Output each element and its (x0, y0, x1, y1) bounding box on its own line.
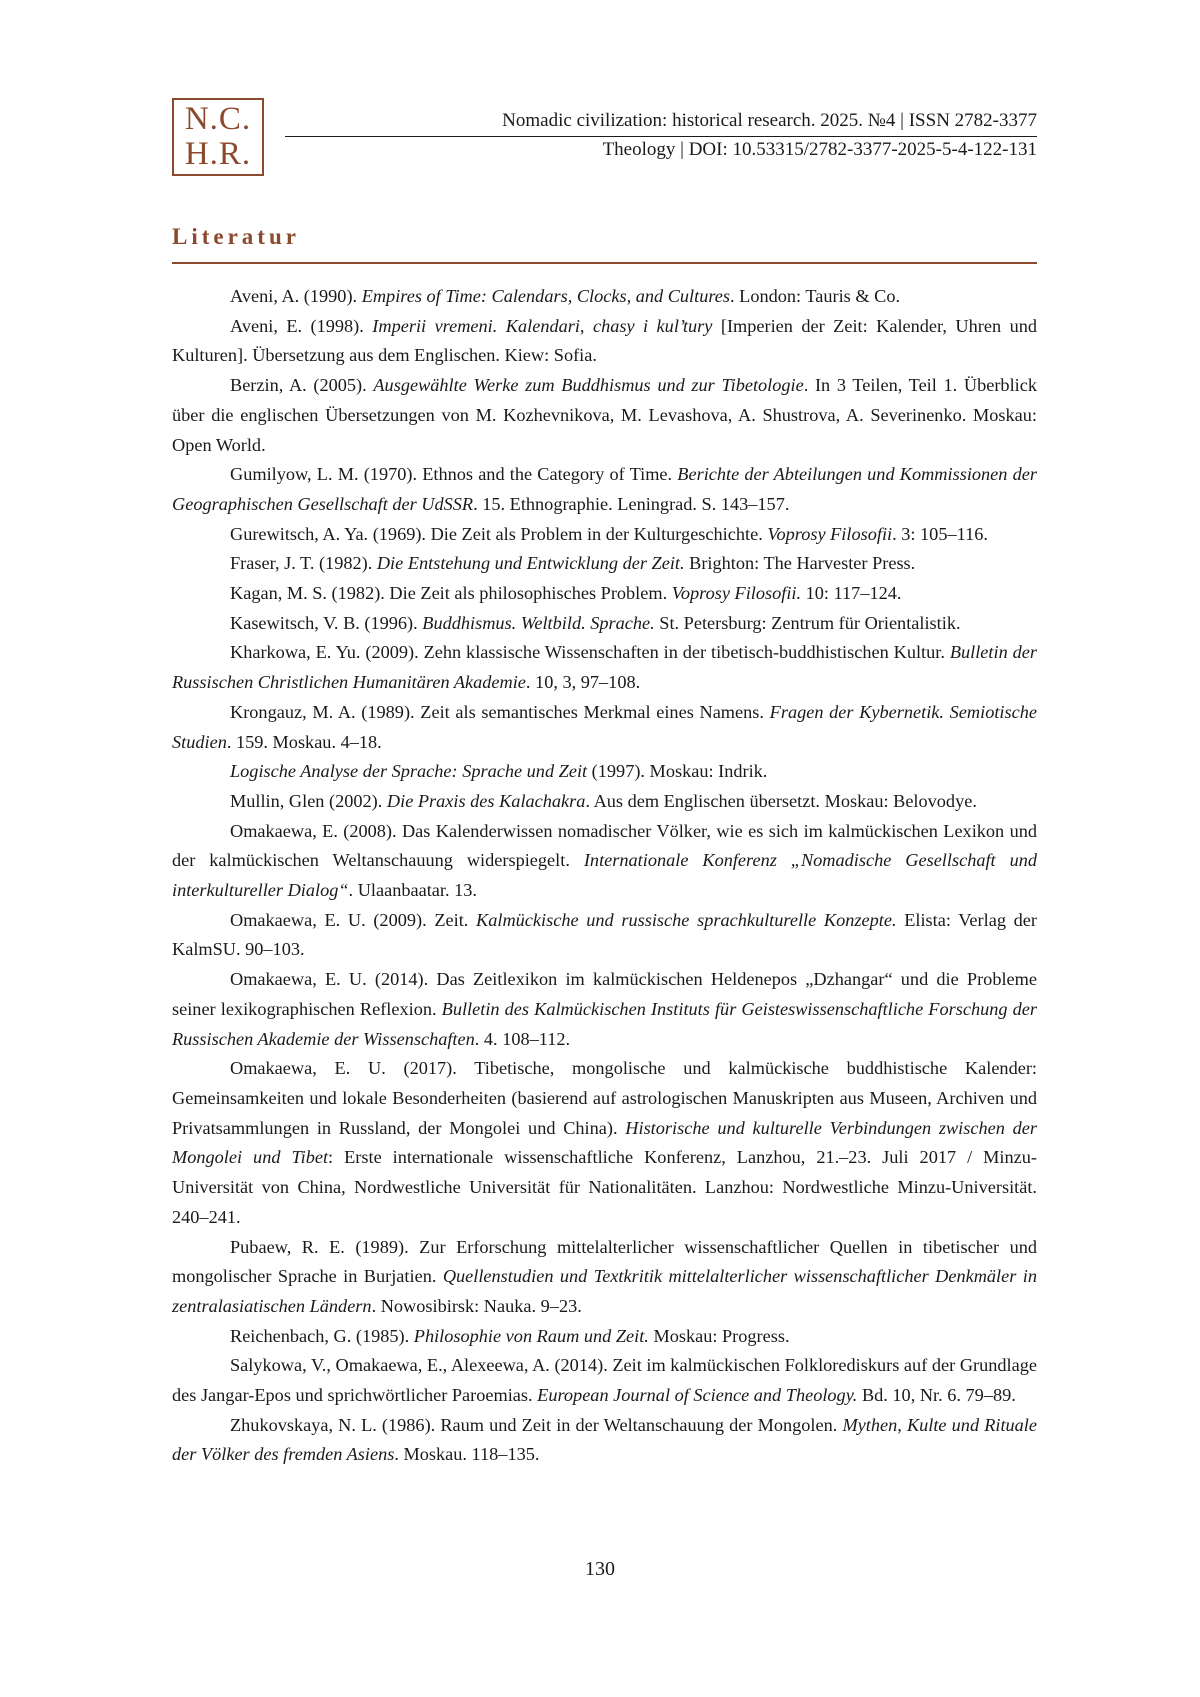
reference-title: Mythen, Kulte und Rituale der Völker des fremden Asiens (172, 1414, 1037, 1465)
reference-text: . London: Tauris & Co. (730, 286, 901, 306)
reference-text: Aveni, E. (1998). (230, 315, 373, 336)
reference-text: Moskau: Progress. (648, 1325, 790, 1346)
reference-entry (172, 1233, 1037, 1322)
reference-text: Aveni, A. (1990). (230, 286, 362, 306)
reference-entry (172, 638, 1037, 697)
reference-entry (172, 906, 1037, 965)
reference-entry (172, 312, 1037, 371)
reference-entry (172, 1322, 1037, 1352)
reference-text: Brighton: The Harvester Press. (684, 553, 916, 574)
reference-list (172, 282, 1037, 1470)
reference-text: Bd. 10, Nr. 6. 79–89. (857, 1385, 1016, 1406)
reference-text: . Ulaanbaatar. 13. (348, 880, 477, 901)
header-divider (285, 136, 1037, 137)
reference-text: Pubaew, R. E. (1989). Zur Erforschung mittelalterlicher wissenschaftlicher Quellen in tibetischer und mongolischer Sprache in Burjatien. (172, 1236, 1037, 1287)
reference-entry (172, 1351, 1037, 1410)
reference-text: Gurewitsch, A. Ya. (1969). Die Zeit als Problem in der Kulturgeschichte. (230, 523, 768, 544)
reference-title: Berichte der Abteilungen und Kommissionen der Geographischen Gesellschaft der UdSSR (172, 464, 1037, 514)
reference-text: Fraser, J. T. (1982). (230, 553, 377, 574)
reference-entry (172, 1054, 1037, 1232)
reference-entry (172, 460, 1037, 519)
reference-text: . 3: 105–116. (892, 523, 988, 544)
reference-text: Krongauz, M. A. (1989). Zeit als semantisches Merkmal eines Namens. (230, 701, 770, 722)
reference-text: St. Petersburg: Zentrum für Orientalistik. (654, 612, 961, 633)
reference-text: . In 3 Teilen, Teil 1. Überblick über die englischen Übersetzungen von M. Kozhevnikova, M. Levashova, A. Shustrova, A. Severinenko. Moskau: Open World. (172, 375, 1037, 455)
reference-text: Omakaewa, E. U. (2017). Tibetische, mongolische und kalmückische buddhistische Kalender: Gemeinsamkeiten und lokale Besonderheiten (basierend auf astrologischen Manuskripten aus Museen, Archiven und Privatsammlungen in Russland, der Mongolei und China). (172, 1058, 1037, 1138)
reference-title: Quellenstudien und Textkritik mittelalterlicher wissenschaftlicher Denkmäler in zentralasiatischen Ländern (172, 1266, 1037, 1316)
reference-title: Bulletin der Russischen Christlichen Humanitären Akademie (172, 642, 1037, 693)
reference-text: Kasewitsch, V. B. (1996). (230, 612, 423, 633)
reference-entry (172, 520, 1037, 550)
reference-entry (172, 282, 1037, 312)
reference-entry (172, 698, 1037, 757)
reference-title: European Journal of Science and Theology. (537, 1385, 858, 1406)
reference-text: Kharkowa, E. Yu. (2009). Zehn klassische Wissenschaften in der tibetisch-buddhistischen Kultur. (230, 642, 950, 663)
reference-title: Die Entstehung und Entwicklung der Zeit. (376, 553, 685, 574)
reference-title: Philosophie von Raum und Zeit. (413, 1325, 649, 1346)
reference-text: Elista: Verlag der KalmSU. 90–103. (172, 909, 1037, 960)
reference-entry (172, 579, 1037, 609)
reference-text: Omakaewa, E. (2008). Das Kalenderwissen nomadischer Völker, wie es sich im kalmückischen Lexikon und der kalmückischen Weltanschauung widerspiegelt. (172, 820, 1037, 871)
reference-text: Berzin, A. (2005). (230, 375, 374, 396)
logo-line-2: H.R. (184, 136, 252, 172)
reference-text: Salykowa, V., Omakaewa, E., Alexeewa, A. (2014). Zeit im kalmückischen Folklorediskurs auf der Grundlage des Jangar-Epos und sprichwörtlicher Paroemias. (172, 1355, 1037, 1406)
reference-text: . 4. 108–112. (474, 1028, 571, 1049)
reference-title: Ausgewählte Werke zum Buddhismus und zur Tibetologie (373, 375, 804, 396)
reference-text: Zhukovskaya, N. L. (1986). Raum und Zeit in der Weltanschauung der Mongolen. (230, 1414, 843, 1435)
reference-title: Empires of Time: Calendars, Clocks, and Cultures (361, 286, 731, 306)
reference-entry (172, 817, 1037, 906)
reference-text: . 15. Ethnographie. Leningrad. S. 143–157. (473, 493, 790, 514)
reference-title: Voprosy Filosofii (767, 523, 893, 544)
reference-text: Omakaewa, E. U. (2014). Das Zeitlexikon im kalmückischen Heldenepos „Dzhangar“ und die Probleme seiner lexikographischen Reflexion. (172, 969, 1037, 1019)
reference-text: (1997). Moskau: Indrik. (587, 761, 768, 782)
page-number: 130 (585, 1558, 615, 1580)
section-divider (172, 262, 1037, 264)
reference-entry (172, 757, 1037, 787)
reference-text: : Erste internationale wissenschaftliche Konferenz, Lanzhou, 21.–23. Juli 2017 / Minzu-Universität von China, Nordwestliche Universität für Nationalitäten. Lanzhou: Nordwestliche Minzu-Universität. 240–241. (172, 1147, 1037, 1227)
reference-entry (172, 965, 1037, 1054)
reference-text: . Nowosibirsk: Nauka. 9–23. (371, 1295, 582, 1316)
reference-title: Buddhismus. Weltbild. Sprache. (422, 612, 655, 633)
journal-citation: Nomadic civilization: historical research. 2025. №4 | ISSN 2782-3377 (502, 110, 1037, 131)
reference-text: . Aus dem Englischen übersetzt. Moskau: Belovodye. (585, 790, 977, 811)
reference-entry (172, 549, 1037, 579)
reference-text: Omakaewa, E. U. (2009). Zeit. (230, 909, 477, 930)
reference-entry (172, 787, 1037, 817)
reference-text: [Imperien der Zeit: Kalender, Uhren und Kulturen]. Übersetzung aus dem Englischen. Kiew: Sofia. (172, 315, 1037, 366)
reference-title: Bulletin des Kalmückischen Instituts für Geisteswissenschaftliche Forschung der Russischen Akademie der Wissenschaften (172, 998, 1037, 1049)
reference-title: Internationale Konferenz „Nomadische Gesellschaft und interkultureller Dialog“ (172, 850, 1037, 901)
reference-entry (172, 609, 1037, 639)
reference-entry (172, 1411, 1037, 1470)
reference-title: Die Praxis des Kalachakra (386, 790, 586, 811)
reference-text: Reichenbach, G. (1985). (230, 1325, 414, 1346)
reference-title: Kalmückische und russische sprachkulturelle Konzepte. (476, 909, 897, 930)
reference-entry (172, 371, 1037, 460)
reference-text: 10: 117–124. (801, 583, 902, 604)
reference-text: . 10, 3, 97–108. (525, 672, 641, 693)
reference-title: Historische und kulturelle Verbindungen zwischen der Mongolei und Tibet (172, 1117, 1037, 1168)
reference-text: . 159. Moskau. 4–18. (226, 731, 382, 752)
journal-logo (172, 98, 264, 176)
reference-text: Kagan, M. S. (1982). Die Zeit als philosophisches Problem. (230, 583, 672, 604)
reference-title: Imperii vremeni. Kalendari, chasy i kul’tury (372, 315, 713, 336)
reference-text: Gumilyow, L. M. (1970). Ethnos and the Category of Time. (230, 464, 678, 485)
reference-title: Voprosy Filosofii. (671, 583, 802, 604)
doi-line: Theology | DOI: 10.53315/2782-3377-2025-5-4-122-131 (602, 139, 1037, 160)
logo-line-1: N.C. (184, 101, 252, 137)
section-title: Literatur (172, 224, 300, 249)
reference-title: Fragen der Kybernetik. Semiotische Studien (172, 701, 1037, 752)
reference-text: . Moskau. 118–135. (394, 1444, 540, 1465)
reference-title: Logische Analyse der Sprache: Sprache und Zeit (230, 761, 588, 782)
reference-text: Mullin, Glen (2002). (230, 790, 387, 811)
